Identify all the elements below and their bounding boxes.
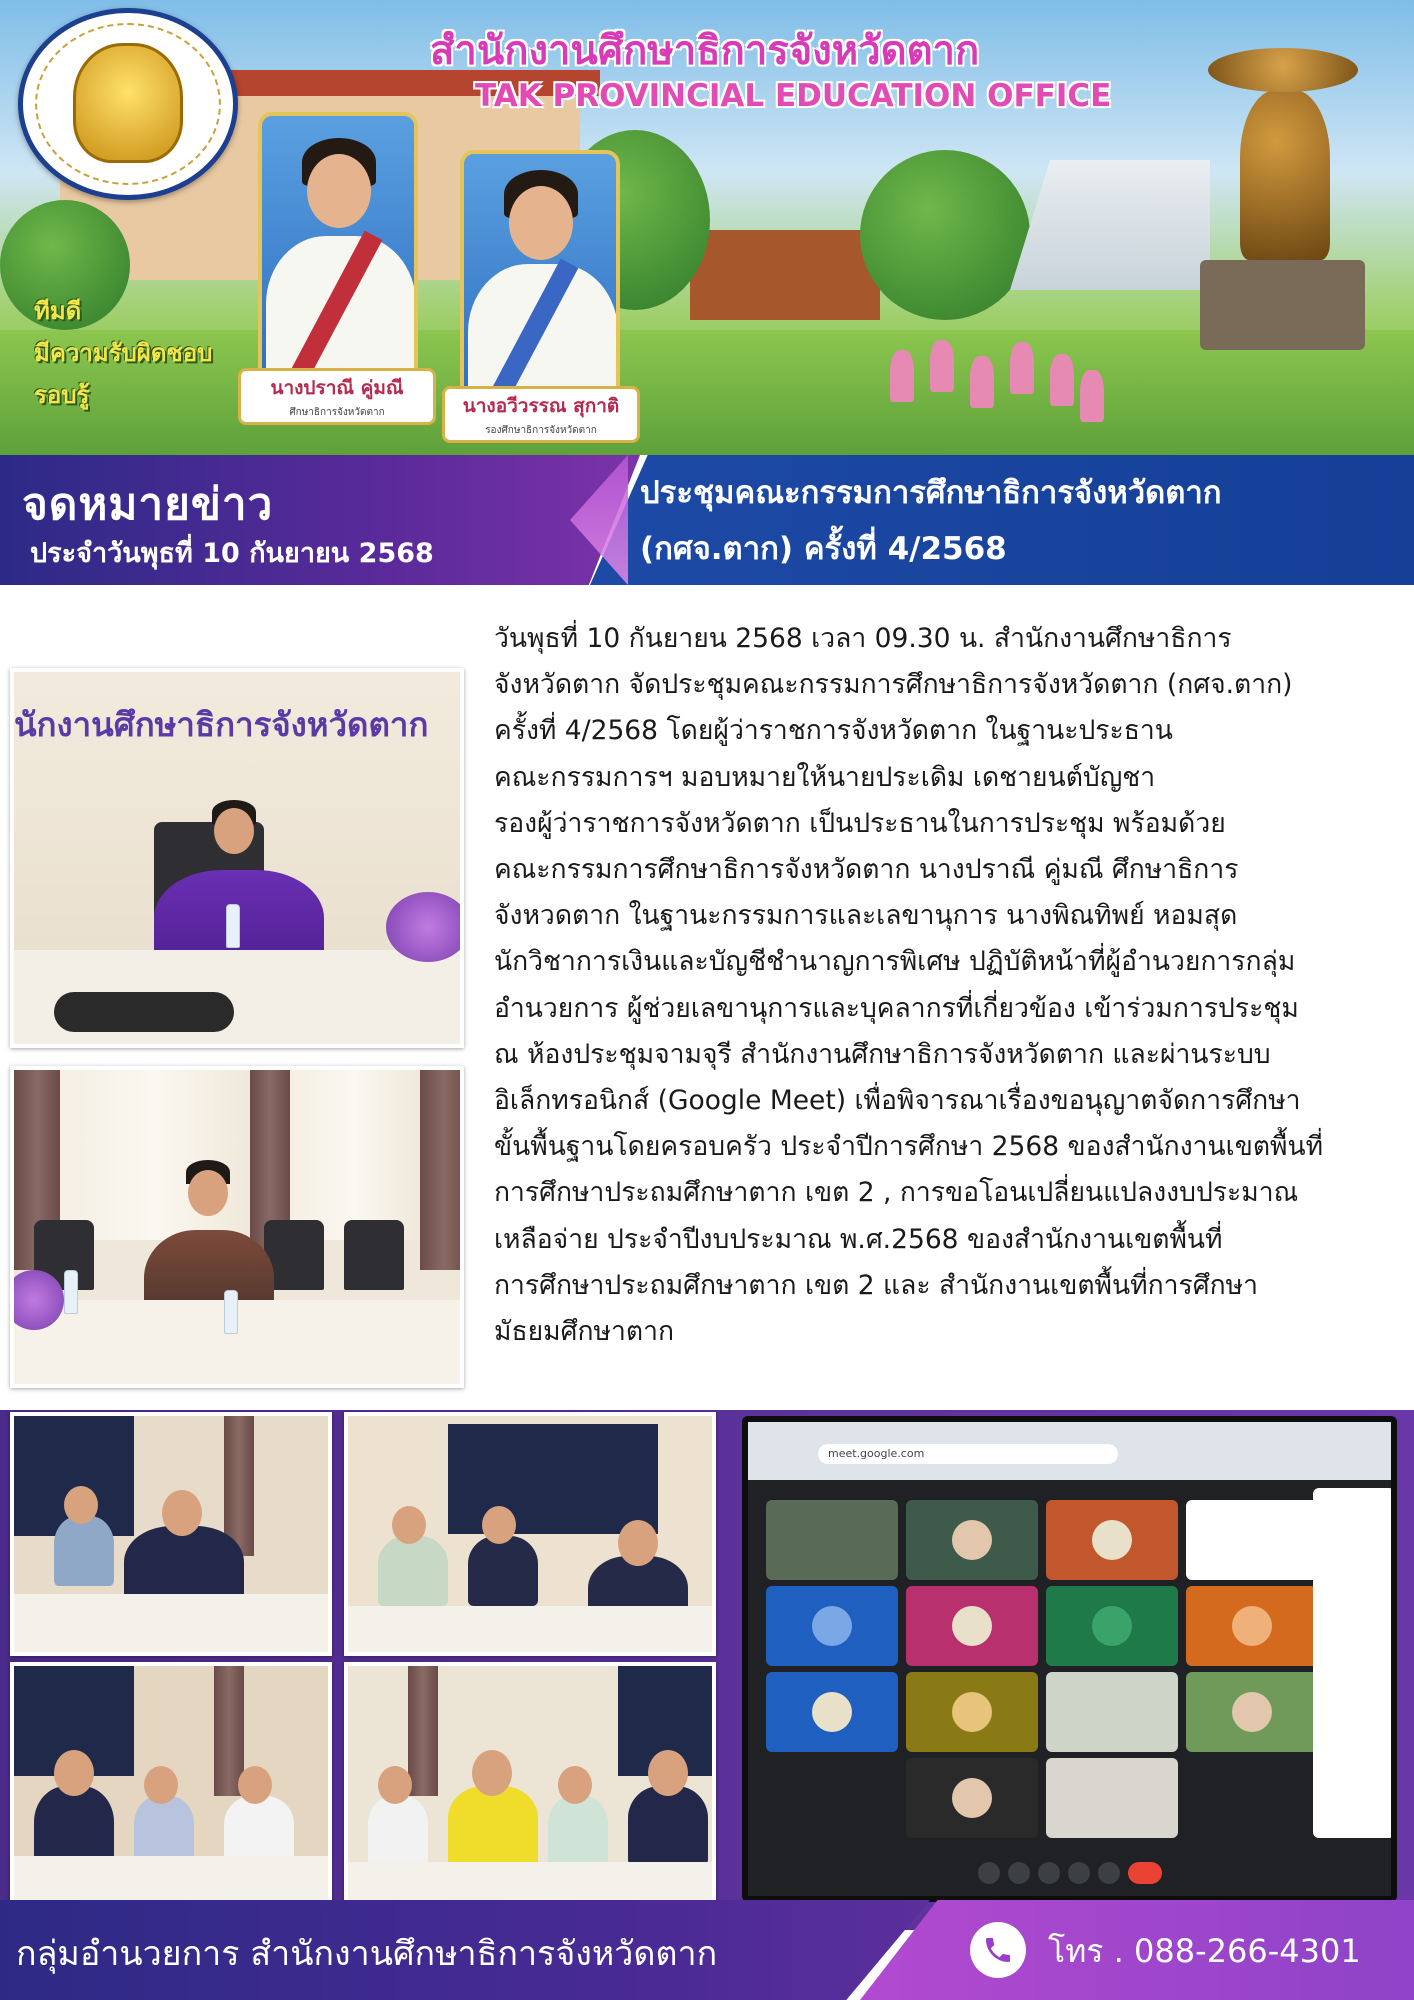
- director-name: นางปราณี คู่มณี: [270, 377, 404, 399]
- dam-image: [1010, 160, 1210, 290]
- deputy-name: นางอวีวรรณ สุกาติ: [462, 395, 620, 417]
- portrait-deputy: [460, 150, 620, 400]
- article-line: ครั้งที่ 4/2568 โดยผู้ว่าราชการจังหวัดตาก ในฐานะประธาน: [494, 715, 1173, 747]
- phone-icon: [970, 1922, 1026, 1978]
- article-line: จังหวดตาก ในฐานะกรรมการและเลขานุการ นางพิณทิพย์ หอมสุด: [494, 900, 1238, 932]
- article-line: อิเล็กทรอนิกส์ (Google Meet) เพื่อพิจารณาเรื่องขอนุญาตจัดการศึกษา: [494, 1085, 1301, 1117]
- article-line: การศึกษาประถมศึกษาตาก เขต 2 , การขอโอนเปลี่ยนแปลงงบประมาณ: [494, 1177, 1299, 1209]
- slogan: [34, 290, 212, 416]
- gallery-photo-4: [344, 1662, 716, 1906]
- article-line: การศึกษาประถมศึกษาตาก เขต 2 และ สำนักงานเขตพื้นที่การศึกษา: [494, 1269, 1258, 1301]
- article-line: มัธยมศึกษาตาก: [494, 1316, 674, 1348]
- article-line: เหลือจ่าย ประจำปีงบประมาณ พ.ศ.2568 ของสำนักงานเขตพื้นที่: [494, 1223, 1223, 1255]
- director-name-plate: [238, 368, 436, 425]
- meet-control-bar: [748, 1850, 1391, 1896]
- deputy-name-plate: [442, 386, 640, 443]
- article-line: คณะกรรมการศึกษาธิการจังหวัดตาก นางปราณี คู่มณี ศึกษาธิการ: [494, 854, 1239, 886]
- article-line: รองผู้ว่าราชการจังหวัดตาก เป็นประธานในการประชุม พร้อมด้วย: [494, 807, 1226, 839]
- king-statue-image: [1200, 20, 1360, 350]
- temple-pavilion: [690, 230, 880, 320]
- article-body: [494, 616, 1390, 1355]
- deputy-position: รองศึกษาธิการจังหวัดตาก: [485, 425, 597, 436]
- footer-organization: กลุ่มอำนวยการ สำนักงานศึกษาธิการจังหวัดตาก: [16, 1934, 718, 1974]
- dancers-image: [880, 320, 1110, 430]
- gallery-photo-1: [10, 1412, 332, 1656]
- gallery-photo-3: [10, 1662, 332, 1906]
- browser-chrome: [748, 1422, 1391, 1480]
- banner-subtitle: TAK PROVINCIAL EDUCATION OFFICE: [475, 78, 1112, 114]
- photo-secretary: [10, 1066, 464, 1388]
- newsletter-title: จดหมายข่าว: [22, 479, 274, 530]
- article-line: อำนวยการ ผู้ช่วยเลขานุการและบุคลากรที่เกี่ยวข้อง เข้าร่วมการประชุม: [494, 992, 1299, 1024]
- newsletter-date: ประจำวันพุธที่ 10 กันยายน 2568: [30, 538, 434, 569]
- meet-video-grid: [748, 1480, 1391, 1850]
- article-line: วันพุธที่ 10 กันยายน 2568 เวลา 09.30 น. สำนักงานศึกษาธิการ: [494, 623, 1232, 654]
- director-position: ศึกษาธิการจังหวัดตาก: [289, 407, 385, 418]
- article-line: จังหวัดตาก จัดประชุมคณะกรรมการศึกษาธิการจังหวัดตาก (กศจ.ตาก): [494, 669, 1293, 701]
- google-meet-screen-photo: [742, 1416, 1397, 1902]
- article-line: นักวิชาการเงินและบัญชีชำนาญการพิเศษ ปฏิบัติหน้าที่ผู้อำนวยการกลุ่ม: [494, 946, 1296, 978]
- office-seal-logo: [18, 8, 238, 200]
- banner-title: สำนักงานศึกษาธิการจังหวัดตาก: [430, 28, 980, 74]
- article-line: ณ ห้องประชุมจามจุรี สำนักงานศึกษาธิการจังหวัดตาก และผ่านระบบ: [494, 1038, 1271, 1070]
- browser-url-bar: meet.google.com: [818, 1444, 1118, 1464]
- headline-line-2: (กศจ.ตาก) ครั้งที่ 4/2568: [640, 531, 1007, 567]
- header-banner: [0, 0, 1414, 455]
- title-band: [0, 455, 1414, 585]
- gallery-photo-2: [344, 1412, 716, 1656]
- tree: [860, 150, 1030, 320]
- footer-phone: โทร . 088-266-4301: [1048, 1932, 1361, 1970]
- slogan-line: มีความรับผิดชอบ: [34, 339, 213, 367]
- portrait-director: [258, 112, 418, 384]
- photo-chairman: [10, 668, 464, 1048]
- article-line: คณะกรรมการฯ มอบหมายให้นายประเดิม เดชายนต์บัญชา: [494, 761, 1156, 793]
- headline-line-1: ประชุมคณะกรรมการศึกษาธิการจังหวัดตาก: [640, 475, 1222, 511]
- meet-participants-panel: [1313, 1488, 1395, 1838]
- slogan-line: รอบรู้: [34, 381, 90, 409]
- slogan-line: ทีมดี: [34, 297, 82, 325]
- footer: [0, 1900, 1414, 2000]
- article-line: ขั้นพื้นฐานโดยครอบครัว ประจำปีการศึกษา 2568 ของสำนักงานเขตพื้นที่: [494, 1131, 1324, 1163]
- photo-wall-sign: นักงานศึกษาธิการจังหวัดตาก: [14, 705, 429, 744]
